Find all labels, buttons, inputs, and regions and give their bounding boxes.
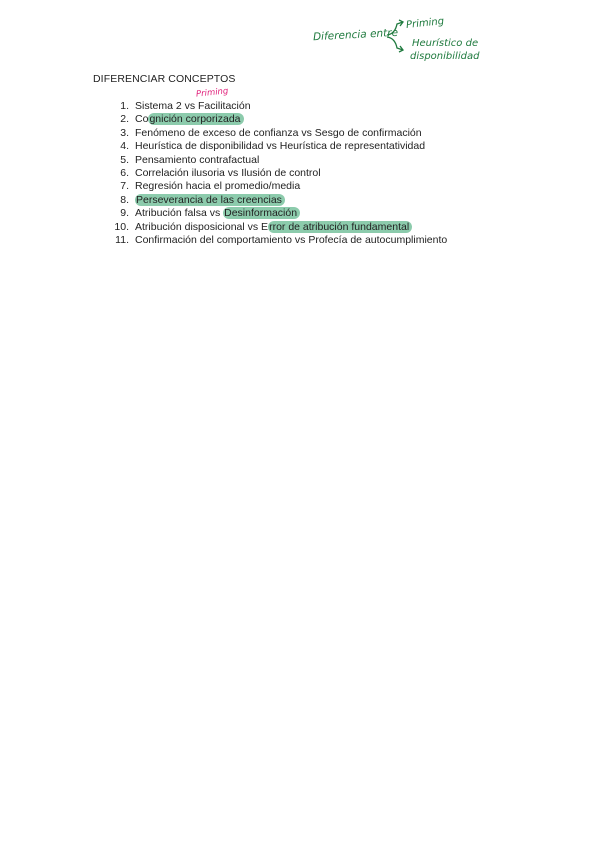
list-item xyxy=(107,207,447,220)
list-item xyxy=(107,180,447,193)
item-text: Regresión hacia el promedio/media xyxy=(135,180,301,193)
list-item xyxy=(107,221,447,234)
item-number: 3. xyxy=(120,126,129,139)
item-text: Pensamiento contrafactual xyxy=(135,153,260,166)
item-number: 9. xyxy=(120,207,129,220)
list-item xyxy=(107,154,447,167)
item-text-highlighted: Desinformación xyxy=(223,207,300,219)
item-number: 6. xyxy=(120,166,129,179)
item-text: Confirmación del comportamiento vs Profecía de autocumplimiento xyxy=(135,233,448,246)
item-number: 10. xyxy=(114,220,129,233)
item-text: Fenómeno de exceso de confianza vs Sesgo de confirmación xyxy=(135,126,422,139)
item-text: Co xyxy=(135,113,149,126)
item-number: 1. xyxy=(120,100,129,112)
handwritten-branch-heuristic-line1: Heurístico de xyxy=(412,38,479,49)
item-number: 11. xyxy=(115,233,129,246)
item-text: Atribución falsa vs xyxy=(135,207,224,220)
list-item xyxy=(107,167,447,180)
list-item xyxy=(107,113,447,126)
handwritten-note-main: Diferencia entre xyxy=(312,26,399,44)
item-text-highlighted: rror de atribución fundamental xyxy=(268,221,412,233)
item-text-highlighted: Perseverancia de las creencias xyxy=(135,194,285,206)
item-text: Atribución disposicional vs E xyxy=(135,220,269,233)
item-text: Correlación ilusoria vs Ilusión de control xyxy=(135,166,321,179)
handwritten-inline-priming: Priming xyxy=(195,86,229,100)
list-item xyxy=(107,194,447,207)
item-text-highlighted: gnición corporizada xyxy=(148,113,243,125)
item-number: 4. xyxy=(120,140,129,153)
branch-arrows-icon xyxy=(385,18,407,54)
list-item xyxy=(107,234,447,247)
handwritten-branch-priming: Priming xyxy=(405,16,445,31)
list-item xyxy=(107,127,447,140)
list-item xyxy=(107,100,447,113)
document-heading: DIFERENCIAR CONCEPTOS xyxy=(93,73,236,85)
concept-list xyxy=(107,100,447,247)
item-number: 5. xyxy=(120,153,129,166)
list-item xyxy=(107,140,447,153)
item-number: 7. xyxy=(120,180,129,193)
item-number: 8. xyxy=(120,193,129,206)
item-number: 2. xyxy=(120,113,129,126)
item-text: Heurística de disponibilidad vs Heurística de representatividad xyxy=(135,140,426,153)
item-text: Sistema 2 vs Facilitación xyxy=(135,100,251,112)
handwritten-branch-heuristic-line2: disponibilidad xyxy=(410,51,480,62)
